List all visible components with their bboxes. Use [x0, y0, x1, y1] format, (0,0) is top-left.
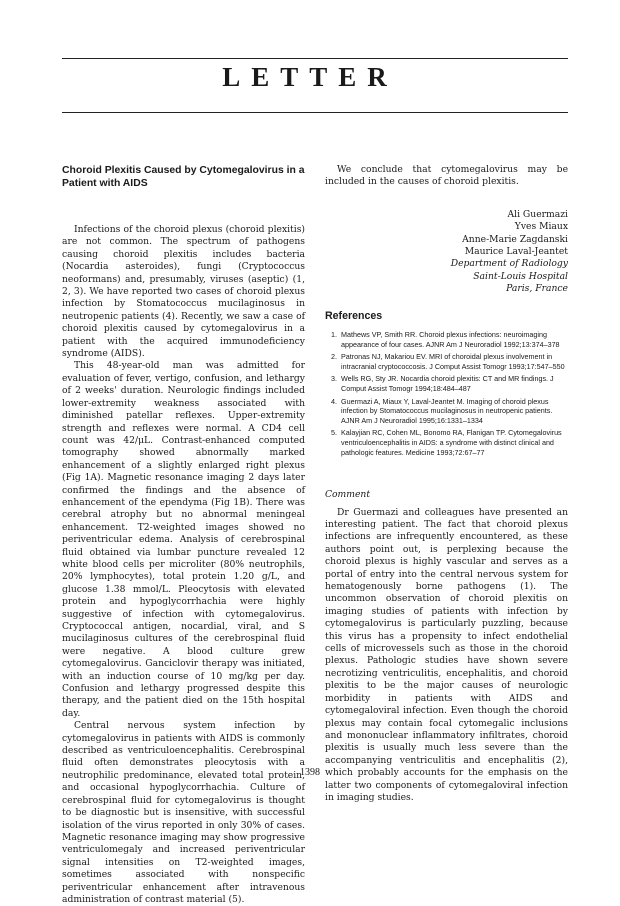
- reference-number: 3.: [331, 374, 337, 384]
- affiliation-line: Saint-Louis Hospital: [473, 270, 568, 282]
- header-rule-bottom: [62, 112, 568, 113]
- reference-item: [325, 374, 568, 393]
- reference-list: [325, 330, 568, 457]
- reference-text: Wells RG, Sty JR. Nocardia choroid plexitis: CT and MR findings. J Comput Assist Tomogr 1994;18:484–487: [341, 374, 554, 394]
- reference-item: [325, 330, 568, 349]
- letter-conclusion: We conclude that cytomegalovirus may be included in the causes of choroid plexitis.: [325, 164, 568, 188]
- author-name: Ali Guermazi: [507, 208, 568, 220]
- reference-number: 1.: [331, 330, 337, 340]
- references-heading: References: [325, 309, 383, 322]
- reference-text: Kalayjian RC, Cohen ML, Bonomo RA, Flanigan TP. Cytomegalovirus ventriculoencephalitis in AIDS: a syndrome with distinct clinical and pathologic features. Medicine 1993;72:67–77: [341, 428, 562, 457]
- signature-block: [325, 209, 568, 296]
- author-name: Anne-Marie Zagdanski: [462, 233, 568, 245]
- comment-heading: Comment: [325, 489, 371, 501]
- comment-paragraph: Dr Guermazi and colleagues have presented an interesting patient. The fact that choroid plexus infections are infrequently encountered, as these authors point out, is perplexing because the choroid plexus is highly vascular and serves as a portal of entry into the central nervous system for hematogenously borne pathogens (1). The uncommon observation of choroid plexitis on imaging studies of patients with infection by cytomegalovirus is particularly puzzling, because this virus has a propensity to infect endothelial cells of microvessels such as those in the choroid plexus. Pathologic studies have shown severe necrotizing ventriculitis, encephalitis, and choroid plexitis to be the major causes of neurologic morbidity in patients with AIDS and cytomegaloviral infection. Even though the choroid plexus may contain focal cytomegalic inclusions and mononuclear inflammatory infiltrates, choroid plexitis is usually much less severe than the accompanying ventriculitis and encephalitis (2), which probably accounts for the emphasis on the latter two components of cytomegaloviral infection in imaging studies.: [325, 506, 568, 803]
- letter-paragraph-2: This 48-year-old man was admitted for evaluation of fever, vertigo, confusion, and lethargy of 2 weeks' duration. Neurologic findings included lower-extremity weakness associated with diminished patellar reflexes. Upper-extremity strength and reflexes were normal. A CD4 cell count was 42/μL. Contrast-enhanced computed tomography showed abnormally marked enhancement of a slightly enlarged right plexus (Fig 1A). Magnetic resonance imaging 2 days later confirmed the findings and the absence of enhancement of the ependyma (Fig 1B). There was cerebral atrophy but no abnormal meningeal enhancement. T2-weighted images showed no periventricular edema. Analysis of cerebrospinal fluid obtained via lumbar puncture revealed 12 white blood cells per microliter (80% neutrophils, 20% lymphocytes), total protein 1.20 g/L, and glucose 1.38 mmol/L. Pleocytosis with elevated protein and hypoglycorrhachia were highly suggestive of infection with cytomegalovirus. Cryptococcal antigen, nocardial, viral, and S mucilaginosus cultures of the cerebrospinal fluid were negative. A blood culture grew cytomegalovirus. Ganciclovir therapy was initiated, with an induction course of 10 mg/kg per day. Confusion and lethargy progressed despite this therapy, and the patient died on the 15th hospital day.: [62, 360, 305, 719]
- page-number: 1398: [300, 767, 320, 778]
- left-column: [62, 164, 305, 906]
- affiliation-line: Paris, France: [506, 283, 568, 295]
- letter-paragraph-3: Central nervous system infection by cytomegalovirus in patients with AIDS is commonly described as ventriculoencephalitis. Cerebrospinal fluid often demonstrates pleocytosis with a neutrophilic predominance, elevated total protein, and occasional hypoglycorrhachia. Culture of cerebrospinal fluid for cytomegalovirus is thought to be diagnostic but is insensitive, with successful isolation of the virus reported in only 30% of cases. Magnetic resonance imaging may show progressive ventriculomegaly and increased periventricular signal intensities on T2-weighted images, sometimes associated with nonspecific periventricular enhancement after intravenous administration of contrast material (5).: [62, 720, 305, 905]
- reference-text: Guermazi A, Miaux Y, Laval-Jeantet M. Imaging of choroid plexus infection by Stomatococcus mucilaginosus in neutropenic patients. AJNR Am J Neuroradiol 1995;16:1331–1334: [341, 396, 553, 425]
- letter-title: Choroid Plexitis Caused by Cytomegalovirus in a Patient with AIDS: [62, 165, 305, 189]
- reference-item: [325, 352, 568, 371]
- reference-number: 5.: [331, 428, 337, 438]
- header-rule-top: [62, 58, 568, 59]
- section-heading: LETTER: [222, 62, 398, 92]
- reference-item: [325, 397, 568, 426]
- reference-number: 2.: [331, 352, 337, 362]
- letter-paragraph-1: Infections of the choroid plexus (choroid plexitis) are not common. The spectrum of pathogens causing choroid plexitis includes bacteria (Nocardia asteroides), fungi (Cryptococcus neoformans) and, presumably, viruses (aseptic) (1, 2, 3). We have reported two cases of choroid plexus infection by Stomatococcus mucilaginosus in neutropenic patients (4). Recently, we saw a case of choroid plexitis caused by cytomegalovirus in a patient with the acquired immunodeficiency syndrome (AIDS).: [62, 224, 305, 360]
- reference-text: Mathews VP, Smith RR. Choroid plexus infections: neuroimaging appearance of four cases. AJNR Am J Neuroradiol 1992;13:374–378: [341, 330, 560, 349]
- author-name: Maurice Laval-Jeantet: [464, 246, 568, 258]
- author-name: Yves Miaux: [514, 221, 568, 233]
- reference-number: 4.: [331, 396, 337, 406]
- reference-item: [325, 428, 568, 457]
- right-column: [325, 164, 568, 804]
- affiliation-line: Department of Radiology: [450, 258, 568, 270]
- reference-text: Patronas NJ, Makariou EV. MRI of choroidal plexus involvement in intracranial cryptococcosis. J Comput Assist Tomogr 1993;17:547–550: [341, 352, 565, 371]
